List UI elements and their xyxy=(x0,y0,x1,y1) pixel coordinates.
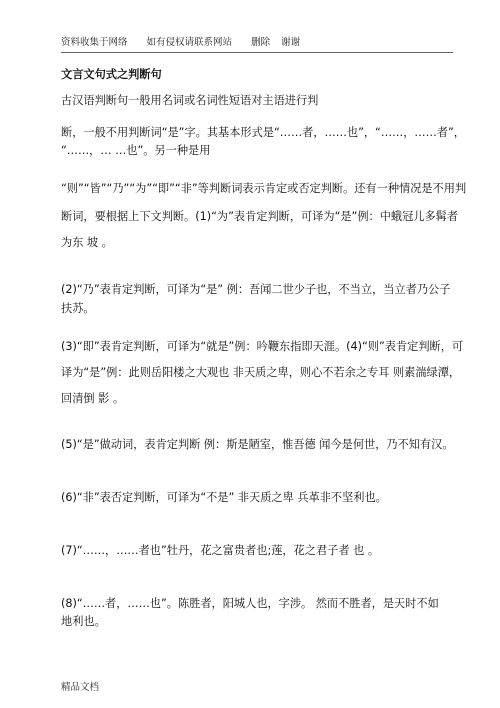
body-line: “……，… …也”。另一种是用 xyxy=(61,144,211,157)
body-line: (6)“非”表否定判断，可译为“不是” 非天质之卑 兵革非不坚利也。 xyxy=(61,491,387,504)
body-line: 译为“是”例：此则岳阳楼之大观也 非天质之卑，则心不若余之专耳 则素湍绿潭， xyxy=(61,366,461,379)
header-thanks: 谢谢 xyxy=(281,37,301,48)
body-line: (3)“即”表肯定判断，可译为“就是”例：吟鞭东指即天涯。(4)“则”表肯定判断，可 xyxy=(61,340,464,353)
body-line: (8)“……者，……也”。陈胜者，阳城人也，字涉。 然而不胜者，是天时不如 xyxy=(61,597,439,610)
body-line: 断，一般不用判断词“是”字。其基本形式是“……者，……也”，“……，……者”， xyxy=(61,126,465,139)
page-header xyxy=(61,34,316,48)
body-line: 为东 坡 。 xyxy=(61,236,113,249)
body-line: 古汉语判断句一般用名词或名词性短语对主语进行判 xyxy=(61,94,319,107)
body-line: (7)“……，……者也”牡丹，花之富贵者也;莲，花之君子者 也 。 xyxy=(61,544,380,557)
header-divider xyxy=(61,52,453,53)
header-delete: 删除 xyxy=(251,37,271,48)
document-title: 文言文句式之判断句 xyxy=(61,68,162,81)
body-line: (2)“乃”表肯定判断，可译为“是” 例：吾闻二世少子也，不当立，当立者乃公子 xyxy=(61,283,451,296)
page-footer: 精品文档 xyxy=(61,682,100,693)
body-line: 断词，要根据上下文判断。(1)“为”表肯定判断，可译为“是”例：中蛾冠儿多髯者 xyxy=(61,210,459,223)
body-line: 地利也。 xyxy=(61,615,106,628)
body-line: “则”“皆”“乃”“为”“即”“非”等判断词表示肯定或否定判断。还有一种情况是不用判 xyxy=(61,182,467,195)
body-line: 回清倒 影 。 xyxy=(61,392,125,405)
body-line: 扶苏。 xyxy=(61,302,95,315)
header-contact: 如有侵权请联系网站 xyxy=(146,37,233,48)
body-line: (5)“是”做动词，表肯定判断 例：斯是陋室，惟吾德 闻今是何世，乃不知有汉。 xyxy=(61,438,454,451)
header-source: 资料收集于网络 xyxy=(61,37,128,48)
